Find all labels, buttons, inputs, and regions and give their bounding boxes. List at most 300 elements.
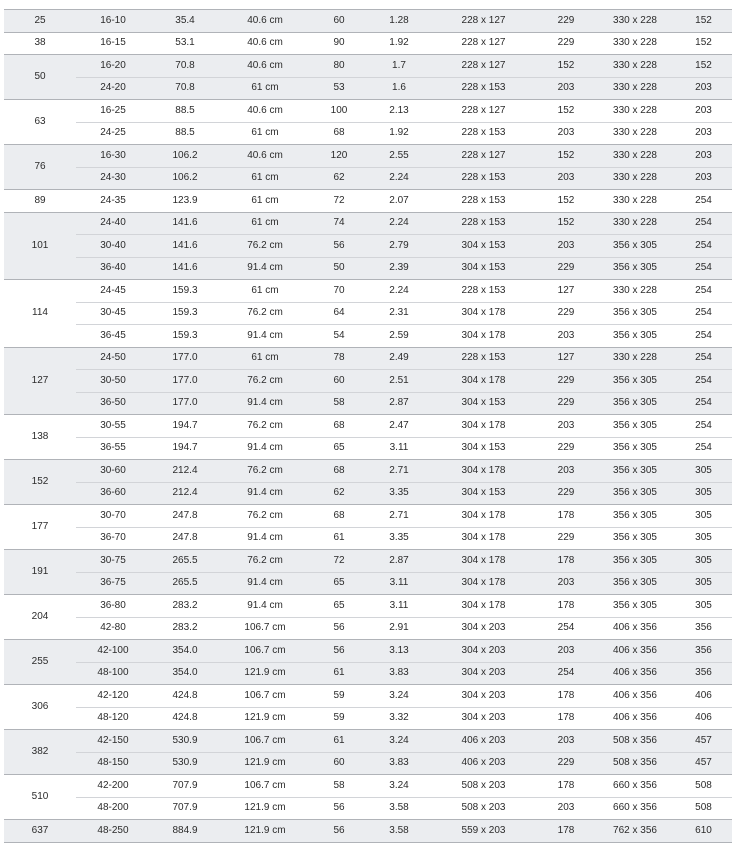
table-cell: 356	[675, 617, 732, 640]
table-cell: 68	[310, 122, 368, 145]
table-cell: 141.6	[150, 235, 220, 258]
table-cell: 3.58	[368, 797, 430, 820]
table-cell: 304 x 178	[430, 370, 537, 393]
table-cell: 70.8	[150, 55, 220, 78]
table-cell: 610	[675, 820, 732, 843]
table-cell: 305	[675, 572, 732, 595]
table-cell: 203	[537, 797, 595, 820]
table-cell: 3.13	[368, 640, 430, 663]
table-cell: 159.3	[150, 280, 220, 303]
table-cell: 48-150	[76, 752, 150, 775]
table-cell: 228 x 153	[430, 77, 537, 100]
table-cell: 228 x 153	[430, 212, 537, 235]
table-cell: 60	[310, 752, 368, 775]
table-cell: 406 x 356	[595, 662, 675, 685]
table-cell: 88.5	[150, 100, 220, 123]
table-cell: 30-45	[76, 302, 150, 325]
table-cell: 203	[675, 77, 732, 100]
size-cell: 127	[4, 347, 76, 415]
table-cell: 91.4 cm	[220, 392, 310, 415]
table-cell: 203	[537, 415, 595, 438]
table-cell: 61 cm	[220, 190, 310, 213]
table-cell: 59	[310, 685, 368, 708]
table-cell: 884.9	[150, 820, 220, 843]
table-cell: 3.35	[368, 527, 430, 550]
table-cell: 229	[537, 527, 595, 550]
table-cell: 61 cm	[220, 212, 310, 235]
table-cell: 457	[675, 752, 732, 775]
table-cell: 2.13	[368, 100, 430, 123]
table-cell: 304 x 178	[430, 415, 537, 438]
table-cell: 356 x 305	[595, 572, 675, 595]
table-cell: 330 x 228	[595, 167, 675, 190]
size-cell: 89	[4, 190, 76, 213]
table-cell: 356 x 305	[595, 415, 675, 438]
table-cell: 16-10	[76, 10, 150, 33]
table-cell: 106.7 cm	[220, 685, 310, 708]
table-row	[4, 10, 732, 33]
table-cell: 660 x 356	[595, 775, 675, 798]
table-cell: 36-45	[76, 325, 150, 348]
table-cell: 177.0	[150, 347, 220, 370]
table-cell: 16-25	[76, 100, 150, 123]
table-row	[4, 730, 732, 753]
table-cell: 330 x 228	[595, 32, 675, 55]
table-cell: 203	[537, 167, 595, 190]
table-cell: 178	[537, 595, 595, 618]
table-row	[4, 550, 732, 573]
table-cell: 178	[537, 505, 595, 528]
table-cell: 254	[675, 370, 732, 393]
table-row	[4, 482, 732, 505]
table-cell: 152	[675, 32, 732, 55]
table-cell: 304 x 178	[430, 325, 537, 348]
table-row	[4, 77, 732, 100]
size-cell: 637	[4, 820, 76, 843]
table-cell: 53.1	[150, 32, 220, 55]
table-cell: 194.7	[150, 415, 220, 438]
table-cell: 707.9	[150, 775, 220, 798]
table-cell: 24-20	[76, 77, 150, 100]
table-cell: 283.2	[150, 595, 220, 618]
table-cell: 2.07	[368, 190, 430, 213]
table-cell: 2.49	[368, 347, 430, 370]
table-cell: 2.51	[368, 370, 430, 393]
table-cell: 68	[310, 505, 368, 528]
table-cell: 61 cm	[220, 77, 310, 100]
table-cell: 228 x 127	[430, 55, 537, 78]
table-cell: 330 x 228	[595, 212, 675, 235]
table-cell: 61 cm	[220, 167, 310, 190]
table-cell: 228 x 153	[430, 347, 537, 370]
table-cell: 2.59	[368, 325, 430, 348]
table-cell: 1.7	[368, 55, 430, 78]
table-cell: 36-75	[76, 572, 150, 595]
table-cell: 2.24	[368, 280, 430, 303]
table-cell: 304 x 153	[430, 482, 537, 505]
table-cell: 48-200	[76, 797, 150, 820]
table-cell: 178	[537, 707, 595, 730]
table-cell: 356 x 305	[595, 527, 675, 550]
table-cell: 76.2 cm	[220, 415, 310, 438]
table-cell: 229	[537, 257, 595, 280]
table-cell: 1.92	[368, 122, 430, 145]
table-cell: 254	[675, 415, 732, 438]
size-cell: 382	[4, 730, 76, 775]
table-cell: 2.39	[368, 257, 430, 280]
table-cell: 228 x 127	[430, 100, 537, 123]
table-cell: 660 x 356	[595, 797, 675, 820]
table-cell: 406 x 356	[595, 707, 675, 730]
table-cell: 229	[537, 370, 595, 393]
table-cell: 356 x 305	[595, 437, 675, 460]
table-cell: 61	[310, 527, 368, 550]
table-cell: 30-70	[76, 505, 150, 528]
table-row	[4, 685, 732, 708]
table-cell: 159.3	[150, 302, 220, 325]
table-row	[4, 752, 732, 775]
table-row	[4, 527, 732, 550]
table-cell: 304 x 178	[430, 527, 537, 550]
table-cell: 508 x 356	[595, 752, 675, 775]
table-cell: 40.6 cm	[220, 10, 310, 33]
table-cell: 42-200	[76, 775, 150, 798]
table-row	[4, 640, 732, 663]
table-cell: 178	[537, 775, 595, 798]
table-cell: 3.35	[368, 482, 430, 505]
table-cell: 152	[537, 55, 595, 78]
table-cell: 36-80	[76, 595, 150, 618]
table-cell: 30-75	[76, 550, 150, 573]
table-cell: 356	[675, 640, 732, 663]
table-cell: 152	[537, 212, 595, 235]
table-cell: 304 x 178	[430, 505, 537, 528]
table-cell: 330 x 228	[595, 145, 675, 168]
table-cell: 254	[675, 392, 732, 415]
table-cell: 330 x 228	[595, 10, 675, 33]
table-cell: 91.4 cm	[220, 595, 310, 618]
table-cell: 406	[675, 707, 732, 730]
table-cell: 559 x 203	[430, 820, 537, 843]
table-row	[4, 302, 732, 325]
table-cell: 406 x 356	[595, 617, 675, 640]
table-cell: 3.24	[368, 685, 430, 708]
table-cell: 61 cm	[220, 122, 310, 145]
table-cell: 36-60	[76, 482, 150, 505]
table-row	[4, 662, 732, 685]
table-cell: 72	[310, 190, 368, 213]
table-cell: 3.11	[368, 437, 430, 460]
table-cell: 265.5	[150, 550, 220, 573]
table-cell: 40.6 cm	[220, 32, 310, 55]
table-cell: 254	[537, 662, 595, 685]
table-cell: 203	[675, 122, 732, 145]
table-row	[4, 505, 732, 528]
table-cell: 2.47	[368, 415, 430, 438]
table-cell: 530.9	[150, 730, 220, 753]
table-cell: 228 x 153	[430, 190, 537, 213]
table-cell: 36-70	[76, 527, 150, 550]
table-cell: 305	[675, 550, 732, 573]
table-cell: 3.58	[368, 820, 430, 843]
size-cell: 38	[4, 32, 76, 55]
table-cell: 254	[675, 437, 732, 460]
table-cell: 356	[675, 662, 732, 685]
table-cell: 121.9 cm	[220, 662, 310, 685]
table-cell: 16-30	[76, 145, 150, 168]
table-cell: 61 cm	[220, 280, 310, 303]
size-cell: 255	[4, 640, 76, 685]
table-cell: 203	[675, 100, 732, 123]
table-cell: 406 x 203	[430, 730, 537, 753]
table-cell: 203	[537, 640, 595, 663]
table-cell: 121.9 cm	[220, 707, 310, 730]
table-cell: 530.9	[150, 752, 220, 775]
table-cell: 53	[310, 77, 368, 100]
table-cell: 141.6	[150, 212, 220, 235]
table-cell: 24-25	[76, 122, 150, 145]
table-cell: 35.4	[150, 10, 220, 33]
table-row	[4, 707, 732, 730]
table-cell: 254	[675, 235, 732, 258]
table-cell: 406 x 356	[595, 685, 675, 708]
table-cell: 56	[310, 235, 368, 258]
table-cell: 304 x 153	[430, 257, 537, 280]
table-cell: 16-15	[76, 32, 150, 55]
table-cell: 91.4 cm	[220, 482, 310, 505]
table-cell: 3.11	[368, 595, 430, 618]
table-cell: 283.2	[150, 617, 220, 640]
table-cell: 1.92	[368, 32, 430, 55]
table-cell: 80	[310, 55, 368, 78]
table-cell: 76.2 cm	[220, 505, 310, 528]
table-cell: 304 x 178	[430, 550, 537, 573]
table-cell: 330 x 228	[595, 77, 675, 100]
table-cell: 30-40	[76, 235, 150, 258]
table-cell: 3.11	[368, 572, 430, 595]
table-cell: 40.6 cm	[220, 145, 310, 168]
table-row	[4, 32, 732, 55]
table-cell: 228 x 153	[430, 122, 537, 145]
table-cell: 3.24	[368, 730, 430, 753]
table-cell: 50	[310, 257, 368, 280]
table-cell: 106.2	[150, 145, 220, 168]
table-cell: 178	[537, 685, 595, 708]
table-cell: 305	[675, 595, 732, 618]
table-cell: 106.7 cm	[220, 617, 310, 640]
table-cell: 76.2 cm	[220, 550, 310, 573]
table-cell: 2.71	[368, 505, 430, 528]
table-cell: 58	[310, 392, 368, 415]
table-cell: 330 x 228	[595, 280, 675, 303]
table-cell: 229	[537, 482, 595, 505]
table-cell: 229	[537, 392, 595, 415]
table-cell: 203	[675, 167, 732, 190]
table-cell: 24-45	[76, 280, 150, 303]
table-cell: 177.0	[150, 392, 220, 415]
table-cell: 203	[675, 145, 732, 168]
table-cell: 304 x 203	[430, 707, 537, 730]
table-cell: 78	[310, 347, 368, 370]
table-row	[4, 437, 732, 460]
table-cell: 229	[537, 32, 595, 55]
size-cell: 152	[4, 460, 76, 505]
table-cell: 76.2 cm	[220, 460, 310, 483]
size-cell: 191	[4, 550, 76, 595]
table-cell: 127	[537, 347, 595, 370]
table-cell: 30-55	[76, 415, 150, 438]
table-cell: 61	[310, 730, 368, 753]
table-cell: 65	[310, 595, 368, 618]
table-row	[4, 212, 732, 235]
table-cell: 356 x 305	[595, 235, 675, 258]
size-cell: 25	[4, 10, 76, 33]
table-cell: 228 x 127	[430, 32, 537, 55]
size-cell: 177	[4, 505, 76, 550]
table-cell: 194.7	[150, 437, 220, 460]
table-cell: 178	[537, 550, 595, 573]
table-cell: 508	[675, 797, 732, 820]
spec-table	[4, 9, 732, 843]
table-cell: 304 x 178	[430, 572, 537, 595]
table-cell: 424.8	[150, 685, 220, 708]
table-cell: 2.71	[368, 460, 430, 483]
table-cell: 330 x 228	[595, 100, 675, 123]
table-cell: 229	[537, 437, 595, 460]
table-cell: 305	[675, 460, 732, 483]
table-row	[4, 392, 732, 415]
table-cell: 90	[310, 32, 368, 55]
table-cell: 406	[675, 685, 732, 708]
table-cell: 508	[675, 775, 732, 798]
table-row	[4, 775, 732, 798]
table-cell: 304 x 178	[430, 595, 537, 618]
table-cell: 68	[310, 460, 368, 483]
table-cell: 203	[537, 77, 595, 100]
table-cell: 42-100	[76, 640, 150, 663]
table-cell: 2.24	[368, 212, 430, 235]
table-row	[4, 280, 732, 303]
table-cell: 229	[537, 302, 595, 325]
table-cell: 304 x 203	[430, 617, 537, 640]
table-cell: 212.4	[150, 460, 220, 483]
table-cell: 159.3	[150, 325, 220, 348]
table-cell: 30-60	[76, 460, 150, 483]
table-cell: 228 x 153	[430, 167, 537, 190]
table-cell: 424.8	[150, 707, 220, 730]
table-cell: 152	[537, 145, 595, 168]
table-cell: 24-50	[76, 347, 150, 370]
table-cell: 177.0	[150, 370, 220, 393]
table-cell: 254	[675, 347, 732, 370]
table-cell: 247.8	[150, 505, 220, 528]
table-cell: 106.7 cm	[220, 730, 310, 753]
table-cell: 88.5	[150, 122, 220, 145]
table-cell: 62	[310, 482, 368, 505]
table-cell: 354.0	[150, 640, 220, 663]
table-cell: 106.7 cm	[220, 640, 310, 663]
table-cell: 203	[537, 325, 595, 348]
table-cell: 121.9 cm	[220, 797, 310, 820]
table-cell: 254	[675, 257, 732, 280]
table-cell: 70	[310, 280, 368, 303]
table-cell: 24-40	[76, 212, 150, 235]
table-cell: 508 x 203	[430, 797, 537, 820]
table-cell: 2.31	[368, 302, 430, 325]
table-cell: 330 x 228	[595, 55, 675, 78]
table-cell: 2.87	[368, 392, 430, 415]
table-cell: 121.9 cm	[220, 752, 310, 775]
table-cell: 48-100	[76, 662, 150, 685]
table-cell: 62	[310, 167, 368, 190]
table-cell: 330 x 228	[595, 347, 675, 370]
table-cell: 48-120	[76, 707, 150, 730]
table-cell: 42-150	[76, 730, 150, 753]
table-cell: 304 x 203	[430, 640, 537, 663]
size-cell: 306	[4, 685, 76, 730]
table-cell: 2.24	[368, 167, 430, 190]
table-cell: 91.4 cm	[220, 437, 310, 460]
table-cell: 254	[675, 325, 732, 348]
table-cell: 254	[675, 280, 732, 303]
table-cell: 36-50	[76, 392, 150, 415]
table-row	[4, 167, 732, 190]
table-cell: 1.6	[368, 77, 430, 100]
table-cell: 42-120	[76, 685, 150, 708]
table-row	[4, 235, 732, 258]
table-cell: 304 x 178	[430, 460, 537, 483]
table-cell: 304 x 153	[430, 392, 537, 415]
table-cell: 30-50	[76, 370, 150, 393]
size-cell: 50	[4, 55, 76, 100]
size-cell: 114	[4, 280, 76, 348]
table-cell: 356 x 305	[595, 550, 675, 573]
table-cell: 91.4 cm	[220, 257, 310, 280]
size-cell: 510	[4, 775, 76, 820]
table-cell: 76.2 cm	[220, 302, 310, 325]
table-cell: 60	[310, 10, 368, 33]
table-cell: 48-250	[76, 820, 150, 843]
table-cell: 330 x 228	[595, 190, 675, 213]
table-cell: 2.91	[368, 617, 430, 640]
table-cell: 64	[310, 302, 368, 325]
table-cell: 152	[537, 190, 595, 213]
table-cell: 356 x 305	[595, 370, 675, 393]
table-cell: 406 x 203	[430, 752, 537, 775]
table-cell: 152	[537, 100, 595, 123]
table-cell: 74	[310, 212, 368, 235]
table-cell: 65	[310, 437, 368, 460]
table-cell: 56	[310, 640, 368, 663]
table-cell: 406 x 356	[595, 640, 675, 663]
table-cell: 304 x 178	[430, 302, 537, 325]
table-cell: 65	[310, 572, 368, 595]
table-cell: 141.6	[150, 257, 220, 280]
size-cell: 76	[4, 145, 76, 190]
table-cell: 58	[310, 775, 368, 798]
spec-table-body	[4, 10, 732, 843]
table-row	[4, 370, 732, 393]
table-cell: 228 x 127	[430, 10, 537, 33]
table-cell: 76.2 cm	[220, 370, 310, 393]
table-cell: 356 x 305	[595, 595, 675, 618]
size-cell: 138	[4, 415, 76, 460]
table-cell: 121.9 cm	[220, 820, 310, 843]
table-cell: 56	[310, 617, 368, 640]
table-cell: 356 x 305	[595, 505, 675, 528]
table-row	[4, 100, 732, 123]
table-cell: 356 x 305	[595, 257, 675, 280]
